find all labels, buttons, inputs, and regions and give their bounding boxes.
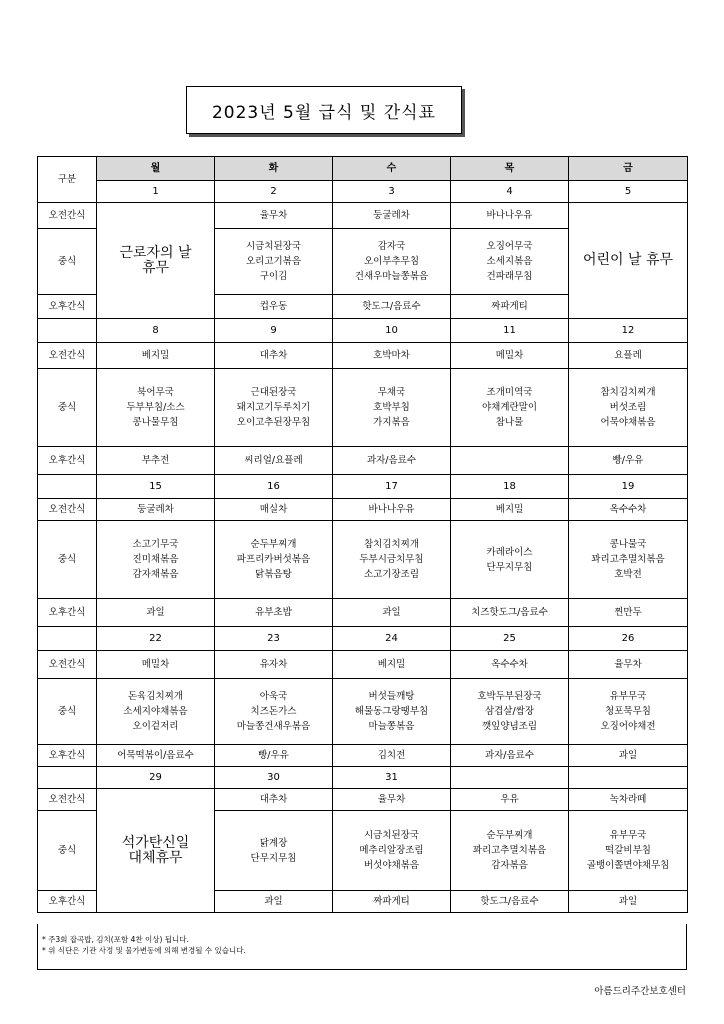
row-label: 중식 [38, 679, 97, 745]
cell-line: 율무차 [377, 794, 406, 805]
snack-cell [97, 745, 215, 767]
date-cell: 8 [97, 319, 215, 343]
cell-line: 골뱅이쫄면야채무침 [586, 860, 670, 871]
organization-name: 아름드리주간보호센터 [594, 986, 686, 997]
date-cell [569, 767, 688, 789]
snack-cell [451, 447, 569, 475]
lunch-menu-cell [451, 521, 569, 599]
cell-line: 과일 [146, 607, 165, 618]
am-row [38, 499, 688, 521]
cell-line: 버섯야채볶음 [363, 860, 420, 871]
snack-cell [451, 499, 569, 521]
snack-cell [333, 745, 451, 767]
date-cell: 29 [97, 767, 215, 789]
row-label: 오전간식 [38, 203, 97, 229]
cell-line: 핫도그/음료수 [480, 896, 539, 907]
snack-cell [333, 447, 451, 475]
date-cell: 2 [215, 181, 333, 203]
cell-line: 씨리얼/요플레 [244, 455, 303, 466]
lunch-menu-cell [215, 369, 333, 447]
cell-line: 녹차라떼 [609, 794, 647, 805]
date-cell: 23 [215, 627, 333, 651]
notes [37, 924, 687, 970]
cell-line: 콩나물무침 [132, 417, 179, 428]
holiday-cell [97, 789, 215, 913]
day-header: 금 [569, 157, 688, 181]
cell-line: 해물동그랑땡부침 [354, 706, 429, 717]
snack-cell [333, 343, 451, 369]
snack-cell [215, 203, 333, 229]
cell-line: 두부부침/소스 [126, 402, 185, 413]
row-label: 오후간식 [38, 295, 97, 319]
lunch-menu-cell [333, 811, 451, 891]
cell-line: 소세지야채볶음 [123, 706, 188, 717]
date-cell: 30 [215, 767, 333, 789]
cell-line: 청포묵무침 [605, 706, 651, 717]
cell-line: 과자/음료수 [366, 455, 417, 466]
pm-row [38, 745, 688, 767]
snack-cell [451, 203, 569, 229]
date-row [38, 767, 688, 789]
snack-cell [97, 499, 215, 521]
cell-line: 호박두부된장국 [477, 691, 542, 702]
cell-line: 김치전 [377, 750, 406, 761]
snack-cell [97, 599, 215, 627]
date-row [38, 319, 688, 343]
cell-line: 오리고기볶음 [245, 256, 302, 267]
lunch-menu-cell [333, 679, 451, 745]
cell-line: 컵우동 [259, 301, 288, 312]
lunch-menu-cell [451, 229, 569, 295]
cell-line: 메밀차 [141, 659, 170, 670]
lunch-menu-cell [215, 229, 333, 295]
snack-cell [451, 789, 569, 811]
day-header: 수 [333, 157, 451, 181]
cell-line: 짜파게티 [373, 896, 410, 907]
lunch-row [38, 679, 688, 745]
cell-line: 닭볶음탕 [255, 569, 292, 580]
cell-line: 바나나우유 [486, 210, 533, 221]
cell-line: 오이부추무침 [363, 256, 420, 267]
cell-line: 꽈리고추멸치볶음 [591, 554, 665, 565]
date-cell: 19 [569, 475, 688, 499]
date-cell: 12 [569, 319, 688, 343]
cell-line: 마늘쫑볶음 [368, 721, 415, 732]
cell-line: 베지밀 [495, 504, 524, 515]
cell-line: 구이김 [259, 271, 288, 282]
date-cell-empty [38, 767, 97, 789]
lunch-menu-cell [97, 369, 215, 447]
snack-cell [451, 651, 569, 679]
row-label: 오전간식 [38, 343, 97, 369]
date-cell: 22 [97, 627, 215, 651]
row-label: 오전간식 [38, 789, 97, 811]
lunch-menu-cell [451, 369, 569, 447]
holiday-cell [569, 203, 688, 319]
cell-line: 오징어무국 [486, 241, 533, 252]
note-line: * 위 식단은 기관 사정 및 물가변동에 의해 변경될 수 있습니다. [42, 946, 246, 955]
cell-line: 시금치된장국 [363, 830, 420, 841]
row-label: 오후간식 [38, 745, 97, 767]
snack-cell [97, 651, 215, 679]
snack-cell [97, 343, 215, 369]
row-label: 오후간식 [38, 599, 97, 627]
cell-line: 치즈핫도그/음료수 [471, 607, 548, 618]
lunch-menu-cell [333, 521, 451, 599]
snack-cell [215, 447, 333, 475]
cell-line: 핫도그/음료수 [362, 301, 421, 312]
row-label: 오전간식 [38, 499, 97, 521]
cell-line: 가지볶음 [373, 417, 410, 428]
cell-line: 오징어야채전 [600, 721, 656, 732]
row-label: 오전간식 [38, 651, 97, 679]
cell-line: 찐만두 [614, 607, 642, 618]
cell-line: 단무지무침 [486, 561, 533, 573]
lunch-menu-cell [569, 369, 688, 447]
cell-line: 베지밀 [377, 659, 406, 670]
cell-line: 순두부찌개 [486, 830, 533, 841]
lunch-menu-cell [215, 521, 333, 599]
cell-line: 오이고추된장무침 [236, 417, 311, 428]
am-row [38, 651, 688, 679]
cell-line: 매실차 [259, 504, 288, 515]
cell-line: 콩나물국 [609, 539, 647, 550]
row-label: 중식 [38, 229, 97, 295]
cell-line: 근대된장국 [250, 387, 297, 398]
pm-row [38, 447, 688, 475]
lunch-row [38, 521, 688, 599]
cell-line: 대추차 [259, 350, 288, 361]
cell-line: 어묵떡볶이/음료수 [117, 750, 194, 761]
cell-line: 유부초밥 [255, 607, 292, 618]
snack-cell [569, 343, 688, 369]
cell-line: 북어무국 [137, 387, 174, 398]
cell-line: 우유 [500, 794, 519, 805]
cell-line: 빵/우유 [612, 455, 644, 466]
snack-cell [333, 295, 451, 319]
snack-cell [451, 295, 569, 319]
lunch-menu-cell [569, 679, 688, 745]
cell-line: 과일 [382, 607, 401, 618]
cell-line: 두부시금치무침 [359, 554, 424, 565]
cell-line: 조개미역국 [486, 387, 533, 398]
date-cell-empty [38, 319, 97, 343]
holiday-cell [97, 203, 215, 319]
snack-cell [333, 599, 451, 627]
cell-line: 마늘쫑건새우볶음 [236, 721, 311, 732]
cell-line: 카레라이스 [486, 546, 533, 558]
row-label: 중식 [38, 369, 97, 447]
date-cell: 26 [569, 627, 688, 651]
cell-line: 감자국 [377, 241, 406, 252]
snack-cell [215, 343, 333, 369]
lunch-menu-cell [215, 679, 333, 745]
cell-line: 순두부찌개 [250, 539, 297, 550]
snack-cell [215, 745, 333, 767]
cell-line: 메밀차 [495, 350, 524, 361]
cell-line: 옥수수차 [609, 504, 647, 515]
cell-line: 대추차 [259, 794, 288, 805]
lunch-menu-cell [451, 811, 569, 891]
date-cell: 16 [215, 475, 333, 499]
snack-cell [215, 789, 333, 811]
cell-line: 치즈돈가스 [250, 706, 297, 717]
cell-line: 율무차 [259, 210, 288, 221]
lunch-row [38, 369, 688, 447]
cell-line: 감자채볶음 [132, 569, 179, 580]
lunch-menu-cell [569, 811, 688, 891]
snack-cell [215, 295, 333, 319]
cell-line: 둥굴레차 [373, 210, 410, 221]
cell-line: 율무차 [614, 659, 642, 670]
cell-line: 요플레 [614, 350, 642, 361]
date-cell-empty [38, 627, 97, 651]
date-row [38, 627, 688, 651]
cell-line: 감자볶음 [491, 860, 528, 871]
cell-line: 베지밀 [141, 350, 170, 361]
cell-line: 과일 [618, 896, 638, 907]
snack-cell [569, 499, 688, 521]
cell-line: 꽈리고추멸치볶음 [472, 845, 547, 856]
lunch-menu-cell [97, 521, 215, 599]
cell-line: 근로자의 날 [119, 244, 192, 261]
snack-cell [215, 599, 333, 627]
cell-line: 떡갈비부침 [605, 845, 651, 856]
snack-cell [333, 891, 451, 913]
cell-line: 소고기무국 [132, 539, 179, 550]
date-row [38, 181, 688, 203]
snack-cell [451, 745, 569, 767]
cell-line: 돼지고기두루치기 [236, 402, 311, 413]
cell-line: 옥수수차 [491, 659, 528, 670]
cell-line: 깻잎양념조림 [481, 721, 538, 732]
cell-line: 과일 [618, 750, 638, 761]
cell-line: 단무지무침 [250, 852, 297, 864]
am-row [38, 343, 688, 369]
cell-line: 소세지볶음 [486, 256, 533, 267]
lunch-menu-cell [97, 679, 215, 745]
cell-line: 휴무 [141, 259, 170, 276]
lunch-menu-cell [451, 679, 569, 745]
snack-cell [215, 499, 333, 521]
row-label: 중식 [38, 521, 97, 599]
cell-line: 닭계장 [259, 837, 288, 849]
date-cell-empty [38, 475, 97, 499]
cell-line: 버섯들깨탕 [368, 691, 415, 702]
cell-line: 어린이 날 휴무 [582, 252, 674, 268]
date-cell: 24 [333, 627, 451, 651]
page-title: 2023년 5월 급식 및 간식표 [186, 86, 462, 134]
cell-line: 돈육김치찌개 [127, 691, 184, 702]
lunch-menu-cell [333, 229, 451, 295]
cell-line: 빵/우유 [258, 750, 289, 761]
cell-line: 파프리카버섯볶음 [236, 554, 311, 565]
day-header: 목 [451, 157, 569, 181]
cell-line: 버섯조림 [609, 402, 647, 413]
cell-line: 메추리알장조림 [359, 845, 424, 856]
snack-cell [333, 789, 451, 811]
cell-line: 참나물 [495, 417, 524, 428]
cell-line: 무채국 [377, 387, 406, 398]
date-cell [451, 767, 569, 789]
header-row [38, 157, 688, 181]
pm-row [38, 599, 688, 627]
date-cell: 1 [97, 181, 215, 203]
cell-line: 석가탄신일 [121, 834, 190, 851]
cell-line: 유부무국 [609, 691, 647, 702]
day-header: 월 [97, 157, 215, 181]
cell-line: 진미채볶음 [132, 554, 179, 565]
date-cell: 18 [451, 475, 569, 499]
snack-cell [569, 745, 688, 767]
snack-cell [569, 599, 688, 627]
category-header: 구분 [38, 157, 97, 203]
snack-cell [569, 789, 688, 811]
date-cell: 3 [333, 181, 451, 203]
date-cell: 10 [333, 319, 451, 343]
date-row [38, 475, 688, 499]
am-row [38, 789, 688, 811]
cell-line: 유부무국 [609, 830, 647, 841]
snack-cell [215, 891, 333, 913]
snack-cell [569, 651, 688, 679]
snack-cell [333, 203, 451, 229]
cell-line: 건파래무침 [486, 271, 533, 282]
snack-cell [569, 891, 688, 913]
date-cell: 31 [333, 767, 451, 789]
row-label: 오후간식 [38, 891, 97, 913]
day-header: 화 [215, 157, 333, 181]
date-cell: 9 [215, 319, 333, 343]
cell-line: 오이겉저리 [132, 721, 179, 732]
note-line: * 주3회 잡곡밥, 김치(포함 4찬 이상) 됩니다. [42, 935, 189, 944]
cell-line: 과일 [264, 896, 283, 907]
meal-table [37, 156, 688, 913]
date-cell: 4 [451, 181, 569, 203]
cell-line: 삼겹살/쌈장 [484, 706, 535, 717]
cell-line: 참치김치찌개 [363, 539, 420, 550]
cell-line: 아욱국 [259, 691, 288, 702]
date-cell: 15 [97, 475, 215, 499]
cell-line: 참치김치찌개 [600, 387, 656, 398]
lunch-menu-cell [333, 369, 451, 447]
lunch-menu-cell [569, 521, 688, 599]
cell-line: 야채계란말이 [481, 402, 538, 413]
snack-cell [333, 651, 451, 679]
cell-line: 부추전 [141, 455, 170, 466]
cell-line: 과자/음료수 [484, 750, 535, 761]
cell-line: 유자차 [259, 659, 288, 670]
cell-line: 둥굴레차 [137, 504, 174, 515]
snack-cell [215, 651, 333, 679]
snack-cell [569, 447, 688, 475]
lunch-menu-cell [215, 811, 333, 891]
am-row [38, 203, 688, 229]
cell-line: 어묵야채볶음 [600, 417, 656, 428]
row-label: 중식 [38, 811, 97, 891]
cell-line: 호박부침 [373, 402, 410, 413]
snack-cell [451, 891, 569, 913]
snack-cell [333, 499, 451, 521]
cell-line: 소고기장조림 [363, 569, 420, 580]
snack-cell [97, 447, 215, 475]
cell-line: 시금치된장국 [245, 241, 302, 252]
cell-line: 대체휴무 [128, 849, 183, 866]
cell-line: 호박마차 [373, 350, 410, 361]
cell-line: 짜파게티 [491, 301, 528, 312]
snack-cell [451, 343, 569, 369]
cell-line: 건새우마늘쫑볶음 [354, 271, 429, 282]
date-cell: 11 [451, 319, 569, 343]
cell-line: 바나나우유 [368, 504, 415, 515]
snack-cell [451, 599, 569, 627]
date-cell: 25 [451, 627, 569, 651]
date-cell: 17 [333, 475, 451, 499]
cell-line: 호박전 [614, 569, 642, 580]
row-label: 오후간식 [38, 447, 97, 475]
date-cell: 5 [569, 181, 688, 203]
